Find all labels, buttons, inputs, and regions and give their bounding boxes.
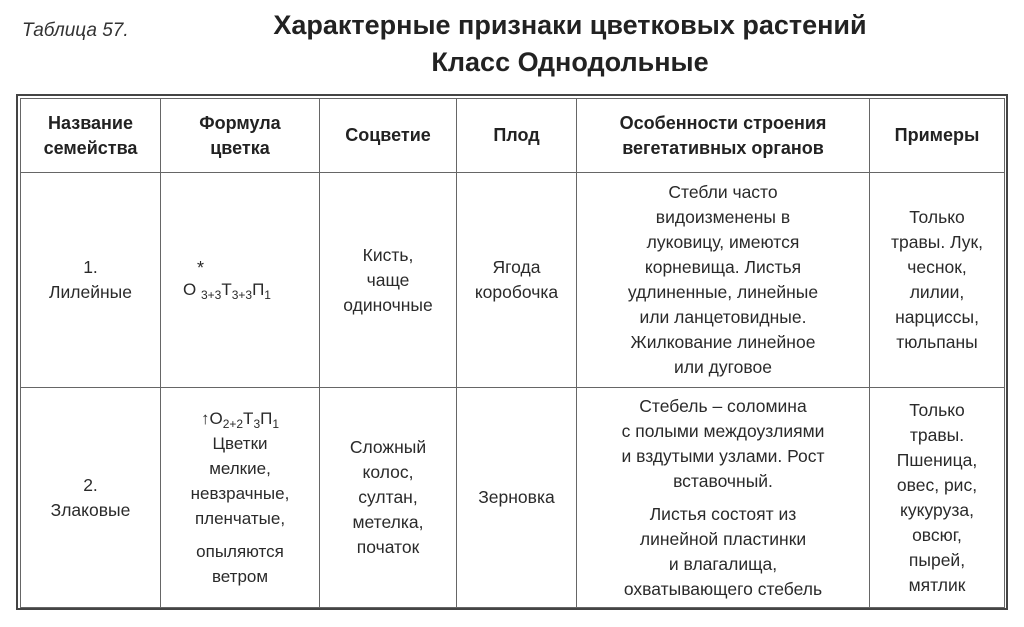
cell-structure: Стебли часто видоизменены в луковицу, имеются корневища. Листья удлиненные, линейные или ланцетовидные. Жилкование линейное или дуговое xyxy=(577,173,870,388)
header-family: Название семейства xyxy=(21,99,161,173)
formula-notes: Цветки мелкие, невзрачные, пленчатые, опыляются ветром xyxy=(190,434,290,586)
actinomorphic-symbol-icon: * xyxy=(197,257,205,278)
cell-structure: Стебель – соломина с полыми междоузлиями и вздутыми узлами. Рост вставочный. Листья состоят из линейной пластинки и влагалища, охватывающего стебель xyxy=(577,388,870,608)
cell-examples: Только травы. Лук, чеснок, лилии, нарциссы, тюльпаны xyxy=(870,173,1005,388)
cell-family: 1. Лилейные xyxy=(21,173,161,388)
cell-fruit: Ягода коробочка xyxy=(457,173,577,388)
traits-table xyxy=(20,98,1005,608)
flower-formula: О $_{3+3}Т_{3+3}П_1$ xyxy=(183,279,271,302)
cell-fruit: Зерновка xyxy=(457,388,577,608)
header-row xyxy=(21,99,1005,173)
page-subtitle: Класс Однодольные xyxy=(431,47,709,77)
cell-examples: Только травы. Пшеница, овес, рис, кукуруза, овсюг, пырей, мятлик xyxy=(870,388,1005,608)
cell-inflorescence: Сложный колос, султан, метелка, початок xyxy=(320,388,457,608)
header-structure: Особенности строения вегетативных органов xyxy=(577,99,870,173)
header-examples: Примеры xyxy=(870,99,1005,173)
table-row xyxy=(21,388,1005,608)
cell-family: 2. Злаковые xyxy=(21,388,161,608)
table-number: Таблица 57. xyxy=(22,20,129,41)
cell-formula xyxy=(161,388,320,608)
header-formula: Формула цветка xyxy=(161,99,320,173)
cell-formula xyxy=(161,173,320,388)
flower-formula: $↑О_{2+2}Т_3П_1$ xyxy=(200,409,280,431)
cell-inflorescence: Кисть, чаще одиночные xyxy=(320,173,457,388)
table-frame xyxy=(16,94,1008,610)
table-row xyxy=(21,173,1005,388)
header-inflorescence: Соцветие xyxy=(320,99,457,173)
header-fruit: Плод xyxy=(457,99,577,173)
page-title: Характерные признаки цветковых растений xyxy=(273,10,867,40)
